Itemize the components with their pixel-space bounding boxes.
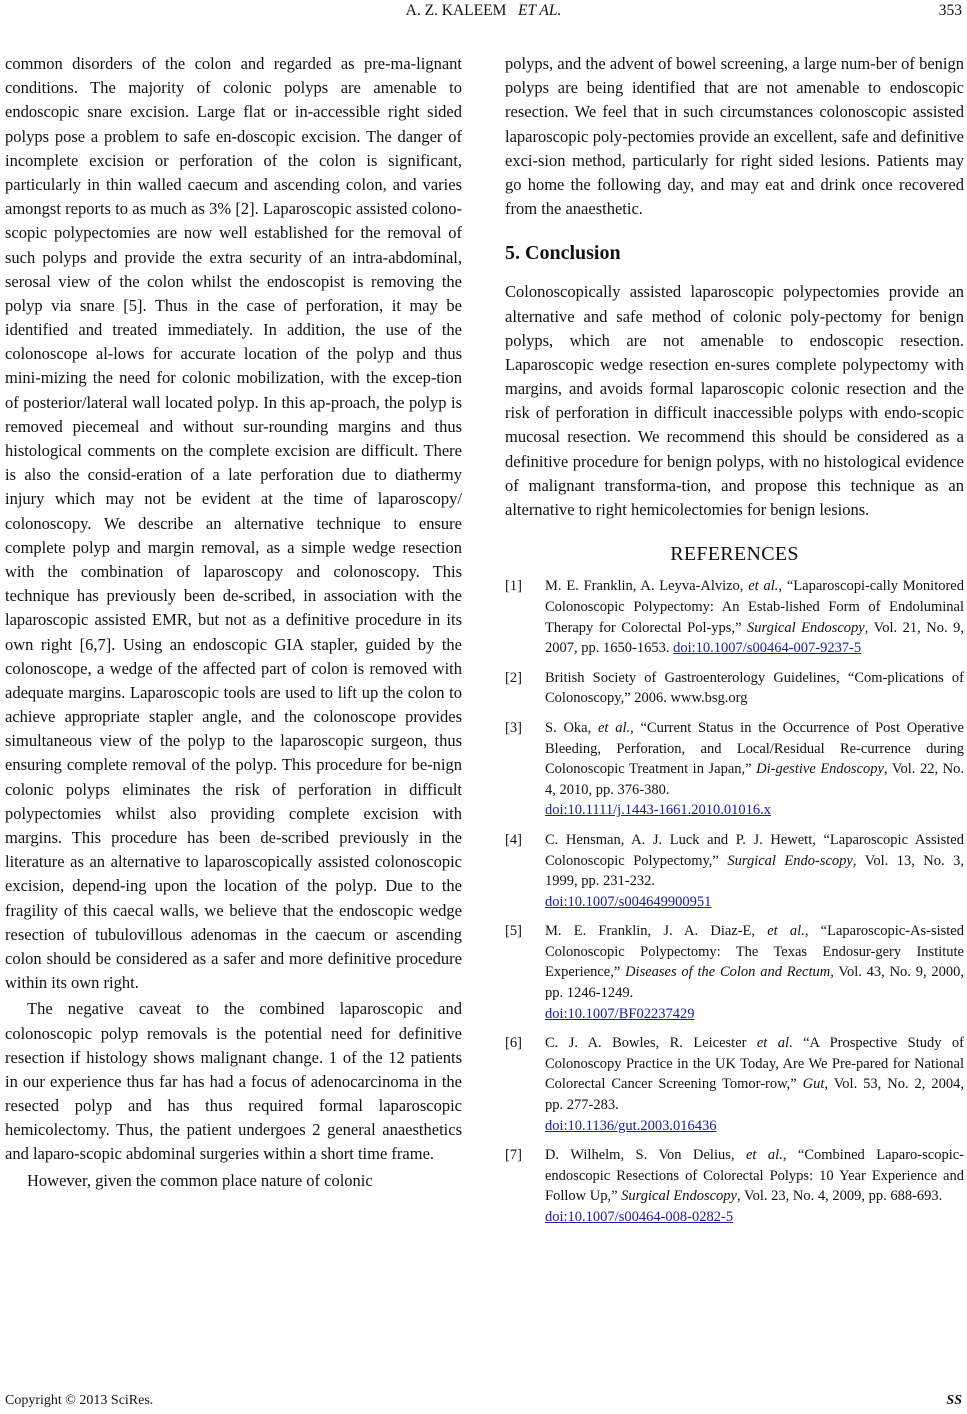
reference-title: , “Laparoscopi-cally Monitored Colonoscopic Polypectomy: An Estab-lished Form of Endoluminal Therapy for Colorectal Pol-yps,” [545,578,964,636]
reference-journal: Surgical Endoscopy [747,619,865,636]
reference-authors: British Society of Gastroenterology Guidelines, “Com-plications of Colonoscopy,” 2006. www.bsg.org [545,669,964,707]
reference-details: , Vol. 21, No. 9, 2007, pp. 1650-1653. [545,619,964,657]
reference-etal: et al. [597,719,631,736]
reference-details: , Vol. 43, No. 9, 2000, pp. 1246-1249. [545,964,964,1002]
reference-number: [7] [505,1147,522,1164]
reference-etal: et al [756,1035,790,1052]
reference-doi-link[interactable]: doi:10.1007/s00464-007-9237-5 [673,640,862,657]
reference-number: [3] [505,719,522,736]
body-paragraph: The negative caveat to the combined laparoscopic and colonoscopic polyp removals is the potential need for definitive resection if histology shows malignant change. 1 of the 12 patients in our experience thus far has had a focus of adenocarcinoma in the resected polyp and has thus required formal laparoscopic hemicolectomy. Thus, the patient undergoes 2 general anaesthetics and laparo-scopic abdominal surgeries within a short time frame. [5,999,462,1164]
copyright-notice: Copyright © 2013 SciRes. [5,1393,154,1408]
page-header [0,2,967,22]
reference-number: [1] [505,578,522,595]
reference-authors: C. Hensman, A. J. Luck and P. J. Hewett, “Laparoscopic Assisted Colonoscopic Polypectomy,” [545,831,964,869]
right-column [505,52,964,1237]
reference-title: , “Laparoscopic-As-sisted Colonoscopic Polypectomy: The Texas Endosur-gery Institute Experience,” [545,923,964,981]
section-heading-conclusion: 5. Conclusion [505,242,621,265]
reference-number: [6] [505,1035,522,1052]
reference-title: . “A Prospective Study of Colonoscopy Practice in the UK Today, Are We Pre-pared for National Colorectal Cancer Screening Tomor-row,” [545,1035,964,1093]
reference-title: , “Current Status in the Occurrence of Post Operative Bleeding, Perforation, and Local/Residual Re-currence during Colonoscopic Treatment in Japan,” [545,719,964,778]
reference-etal: et al. [767,923,805,940]
references-heading: REFERENCES [670,543,799,566]
reference-doi-link[interactable]: doi:10.1111/j.1443-1661.2010.01016.x [545,802,771,819]
conclusion-paragraph: Colonoscopically assisted laparoscopic polypectomies provide an alternative and safe method of colonic poly-pectomy for benign polyps, which are not amenable to endoscopic resection. Laparoscopic wedge resection en-sures complete polypectomy with margins, and avoids formal laparoscopic colonic resection and the risk of perforation in difficult inaccessible polyps with endo-scopic mucosal resection. We recommend this should be considered as a definitive procedure for benign polyps, with no histological evidence of malignant transforma-tion, and propose this technique as an alternative to right hemicolectomies for benign lesions. [505,282,964,519]
reference-item [505,830,964,912]
reference-doi-link[interactable]: doi:10.1136/gut.2003.016436 [545,1117,717,1134]
reference-authors: D. Wilhelm, S. Von Delius, [545,1147,746,1164]
author-etal: ET AL. [518,2,562,19]
page-footer [5,1389,962,1409]
reference-authors: S. Oka, [545,719,598,736]
reference-journal: Surgical Endo-scopy [727,852,853,869]
reference-title: , “Combined Laparo-scopic- endoscopic Resections of Colorectal Polyps: 10 Year Experience and Follow Up,” [545,1147,964,1205]
reference-details: , Vol. 23, No. 4, 2009, pp. 688-693. [736,1188,943,1205]
reference-details: , Vol. 13, No. 3, 1999, pp. 231-232. [545,852,964,890]
body-paragraph: However, given the common place nature of colonic [27,1170,373,1190]
reference-etal: et al. [748,578,779,595]
reference-details: , Vol. 53, No. 2, 2004, pp. 277-283. [545,1076,964,1114]
reference-item [505,921,964,1024]
reference-number: [4] [505,831,522,848]
reference-item [505,1145,964,1227]
page-number: 353 [938,2,962,19]
reference-journal: Surgical Endoscopy [621,1188,737,1205]
journal-abbreviation: SS [946,1393,962,1408]
reference-journal: Di-gestive Endoscopy [756,761,884,778]
left-column [5,52,462,1193]
reference-doi-link[interactable]: doi:10.1007/s00464-008-0282-5 [545,1209,734,1225]
running-author [0,2,967,20]
reference-journal: Diseases of the Colon and Rectum [625,964,831,981]
reference-doi-link[interactable]: doi:10.1007/s004649900951 [545,893,712,910]
reference-authors: M. E. Franklin, A. Leyva-Alvizo, [545,578,749,595]
reference-item [505,718,964,821]
reference-details: , Vol. 22, No. 4, 2010, pp. 376-380. [545,761,964,798]
body-paragraph: polyps, and the advent of bowel screening, a large num-ber of benign polyps are being identified that are not amenable to endoscopic resection. We feel that in such circumstances colonoscopic assisted laparoscopic poly-pectomies provide an excellent, safe and definitive exci-sion method, particularly for right sided lesions. Patients may go home the following day, and may eat and drink once recovered from the anaesthetic. [505,54,964,219]
reference-item [505,668,964,709]
reference-authors: C. J. A. Bowles, R. Leicester [545,1035,757,1052]
reference-number: [5] [505,923,522,940]
reference-journal: Gut [802,1076,825,1093]
body-paragraph: common disorders of the colon and regarded as pre-ma-lignant conditions. The majority of colonic polyps are amenable to endoscopic snare excision. Large flat or in-accessible right sided polyps pose a problem to safe en-doscopic excision. The danger of incomplete excision or perforation of the colon is significant, particularly in thin walled caecum and ascending colon, and varies amongst reports to as much as 3% [2]. Laparoscopic assisted colono-scopic polypectomies are now well established for the removal of such polyps and provide the extra security of an intra-abdominal, serosal view of the colon whilst the endoscopist is removing the polyp via snare [5]. Thus in the case of perforation, it may be identified and treated immediately. In addition, the use of the colonoscope al-lows for accurate location of the polyp and thus mini-mizing the need for colonic mobilization, with the excep-tion of posterior/lateral wall located polyp. In this ap-proach, the polyp is removed piecemeal and without sur-rounding margins and thus histological comments on the complete excision are difficult. There is also the consid-eration of a late perforation due to diathermy injury which may not be evident at the time of laparoscopy/ colonoscopy. We describe an alternative technique to ensure complete polyp and margin removal, as a simple wedge resection with the combination of laparoscopy and colonoscopy. This technique has previously been de-scribed, in association with the laparoscopic assisted EMR, but not as a definitive procedure in its own right [6,7]. Using an endoscopic GIA stapler, guided by the colonoscope, a wedge of the affected part of colon is removed with adequate margins. Laparoscopic tools are used to lift up the colon to achieve appropriate stapler angle, and the colonoscope provides simultaneous view of the polyp to the laparoscopic surgeon, thus ensuring complete removal of the polyp. This procedure for be-nign colonic polyps eliminates the risk of perforation in difficult polypectomies whilst also providing complete excision with margins. This procedure has been de-scribed previously in the literature as an alternative to laparoscopically assisted colonoscopic excision, depend-ing upon the location of the polyp. Due to the fragility of this caecal walls, we believe that the endoscopic wedge resection of tubulovillous adenomas in the caecum or ascending colon should be considered as a safer and more definitive procedure within its own right. [5,54,462,993]
reference-item [505,576,964,658]
reference-item [505,1033,964,1136]
reference-authors: M. E. Franklin, J. A. Diaz-E, [545,923,768,940]
reference-doi-link[interactable]: doi:10.1007/BF02237429 [545,1005,695,1022]
reference-list [505,576,964,1227]
reference-etal: et al. [745,1147,783,1164]
author-name: A. Z. KALEEM [405,2,507,19]
reference-number: [2] [505,669,522,686]
